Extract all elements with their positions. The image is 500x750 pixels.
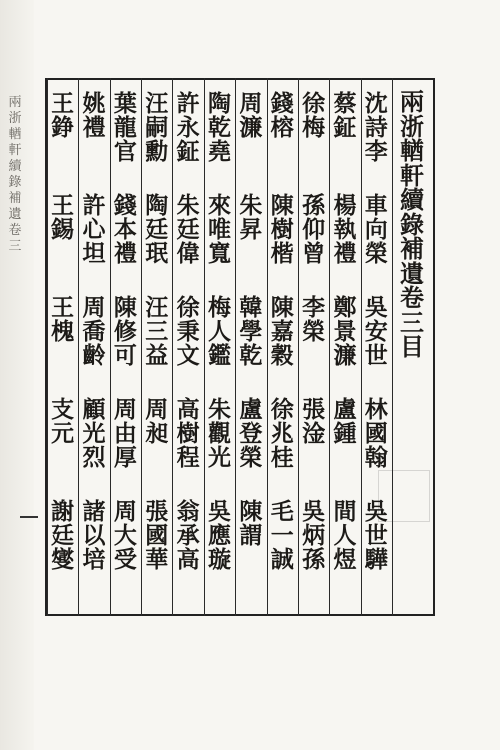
person-name: 吳 安 世: [364, 294, 388, 369]
fold-char: 錄: [8, 175, 22, 190]
name-column: [47, 92, 78, 602]
title-char: 輶: [400, 136, 424, 165]
person-name: 毛 一 誠: [270, 498, 294, 573]
person-name: 陶 廷 珉: [145, 192, 169, 267]
fold-char: 三: [8, 239, 22, 254]
person-name: 姚 禮: [82, 90, 106, 141]
name-column: [298, 92, 329, 602]
person-name: 周 大 受: [113, 498, 137, 573]
person-name: 梅 人 鑑: [207, 294, 231, 369]
person-name: 許 永 鉦: [176, 90, 200, 165]
person-name: 葉 龍 官: [113, 90, 137, 165]
person-name: 徐 秉 文: [176, 294, 200, 369]
column-rule: [392, 78, 393, 616]
name-column: [78, 92, 109, 602]
person-name: 謝 廷 燮: [51, 498, 75, 573]
person-name: 顧 光 烈: [82, 396, 106, 471]
fold-margin-text: [6, 95, 24, 335]
person-name: 周 喬 齡: [82, 294, 106, 369]
person-name: 張 淦: [302, 396, 326, 447]
person-name: 盧 登 榮: [239, 396, 263, 471]
fold-char: 兩: [8, 95, 22, 110]
name-column: [267, 92, 298, 602]
person-name: 孫 仰 曾: [302, 192, 326, 267]
person-name: 王 錫: [51, 192, 75, 243]
person-name: 陳 修 可: [113, 294, 137, 369]
person-name: 楊 執 禮: [333, 192, 357, 267]
person-name: 陳 樹 楷: [270, 192, 294, 267]
person-name: 徐 梅: [302, 90, 326, 141]
title-char: 兩: [400, 87, 424, 116]
fold-char: 續: [8, 159, 22, 174]
person-name: 韓 學 乾: [239, 294, 263, 369]
person-name: 吳 應 璇: [207, 498, 231, 573]
fold-tick-mark: [20, 516, 38, 518]
name-column: [110, 92, 141, 602]
fold-char: 卷: [8, 223, 22, 238]
person-name: 周 濂: [239, 90, 263, 141]
person-name: 汪 三 益: [145, 294, 169, 369]
person-name: 朱 昇: [239, 192, 263, 243]
person-name: 諸 以 培: [82, 498, 106, 573]
person-name: 間 人 煜: [333, 498, 357, 573]
person-name: 李 榮: [302, 294, 326, 345]
person-name: 吳 世 驊: [364, 498, 388, 573]
person-name: 錢 榕: [270, 90, 294, 141]
name-column: [329, 92, 360, 602]
name-column: [141, 92, 172, 602]
person-name: 許 心 坦: [82, 192, 106, 267]
person-name: 汪 嗣 勳: [145, 90, 169, 165]
person-name: 王 錚: [51, 90, 75, 141]
person-name: 林 國 翰: [364, 396, 388, 471]
page-title: [392, 87, 432, 380]
title-char: 續: [400, 185, 424, 214]
person-name: 來 唯 寬: [207, 192, 231, 267]
name-column: [235, 92, 266, 602]
person-name: 張 國 華: [145, 498, 169, 573]
person-name: 盧 鍾: [333, 396, 357, 447]
person-name: 車 向 榮: [364, 192, 388, 267]
person-name: 周 昶: [145, 396, 169, 447]
person-name: 吳 炳 孫: [302, 498, 326, 573]
title-char: 補: [400, 234, 424, 263]
person-name: 翁 承 高: [176, 498, 200, 573]
person-name: 支 元: [51, 396, 75, 447]
fold-char: 軒: [8, 143, 22, 158]
person-name: 王 槐: [51, 294, 75, 345]
person-name: 朱 廷 偉: [176, 192, 200, 267]
person-name: 鄭 景 濂: [333, 294, 357, 369]
person-name: 周 由 厚: [113, 396, 137, 471]
title-char: 錄: [400, 209, 424, 239]
title-char: 目: [400, 332, 424, 361]
person-name: 蔡 鉦: [333, 90, 357, 141]
fold-char: 補: [8, 191, 22, 206]
person-name: 錢 本 禮: [113, 192, 137, 267]
person-name: 陶 乾 堯: [207, 90, 231, 165]
name-column: [172, 92, 203, 602]
title-char: 三: [400, 307, 424, 337]
fold-char: 遺: [8, 207, 22, 222]
fold-char: 輶: [8, 127, 22, 142]
fold-char: 浙: [8, 111, 22, 126]
person-name: 陳 謂: [239, 498, 263, 549]
title-char: 軒: [400, 160, 424, 190]
person-name: 高 樹 程: [176, 396, 200, 471]
person-name: 沈 詩 李: [364, 90, 388, 165]
person-name: 陳 嘉 穀: [270, 294, 294, 369]
title-char: 卷: [400, 283, 424, 312]
title-char: 浙: [400, 111, 424, 141]
name-column: [361, 92, 392, 602]
title-char: 遺: [400, 258, 424, 288]
name-column: [204, 92, 235, 602]
person-name: 朱 觀 光: [207, 396, 231, 471]
person-name: 徐 兆 桂: [270, 396, 294, 471]
